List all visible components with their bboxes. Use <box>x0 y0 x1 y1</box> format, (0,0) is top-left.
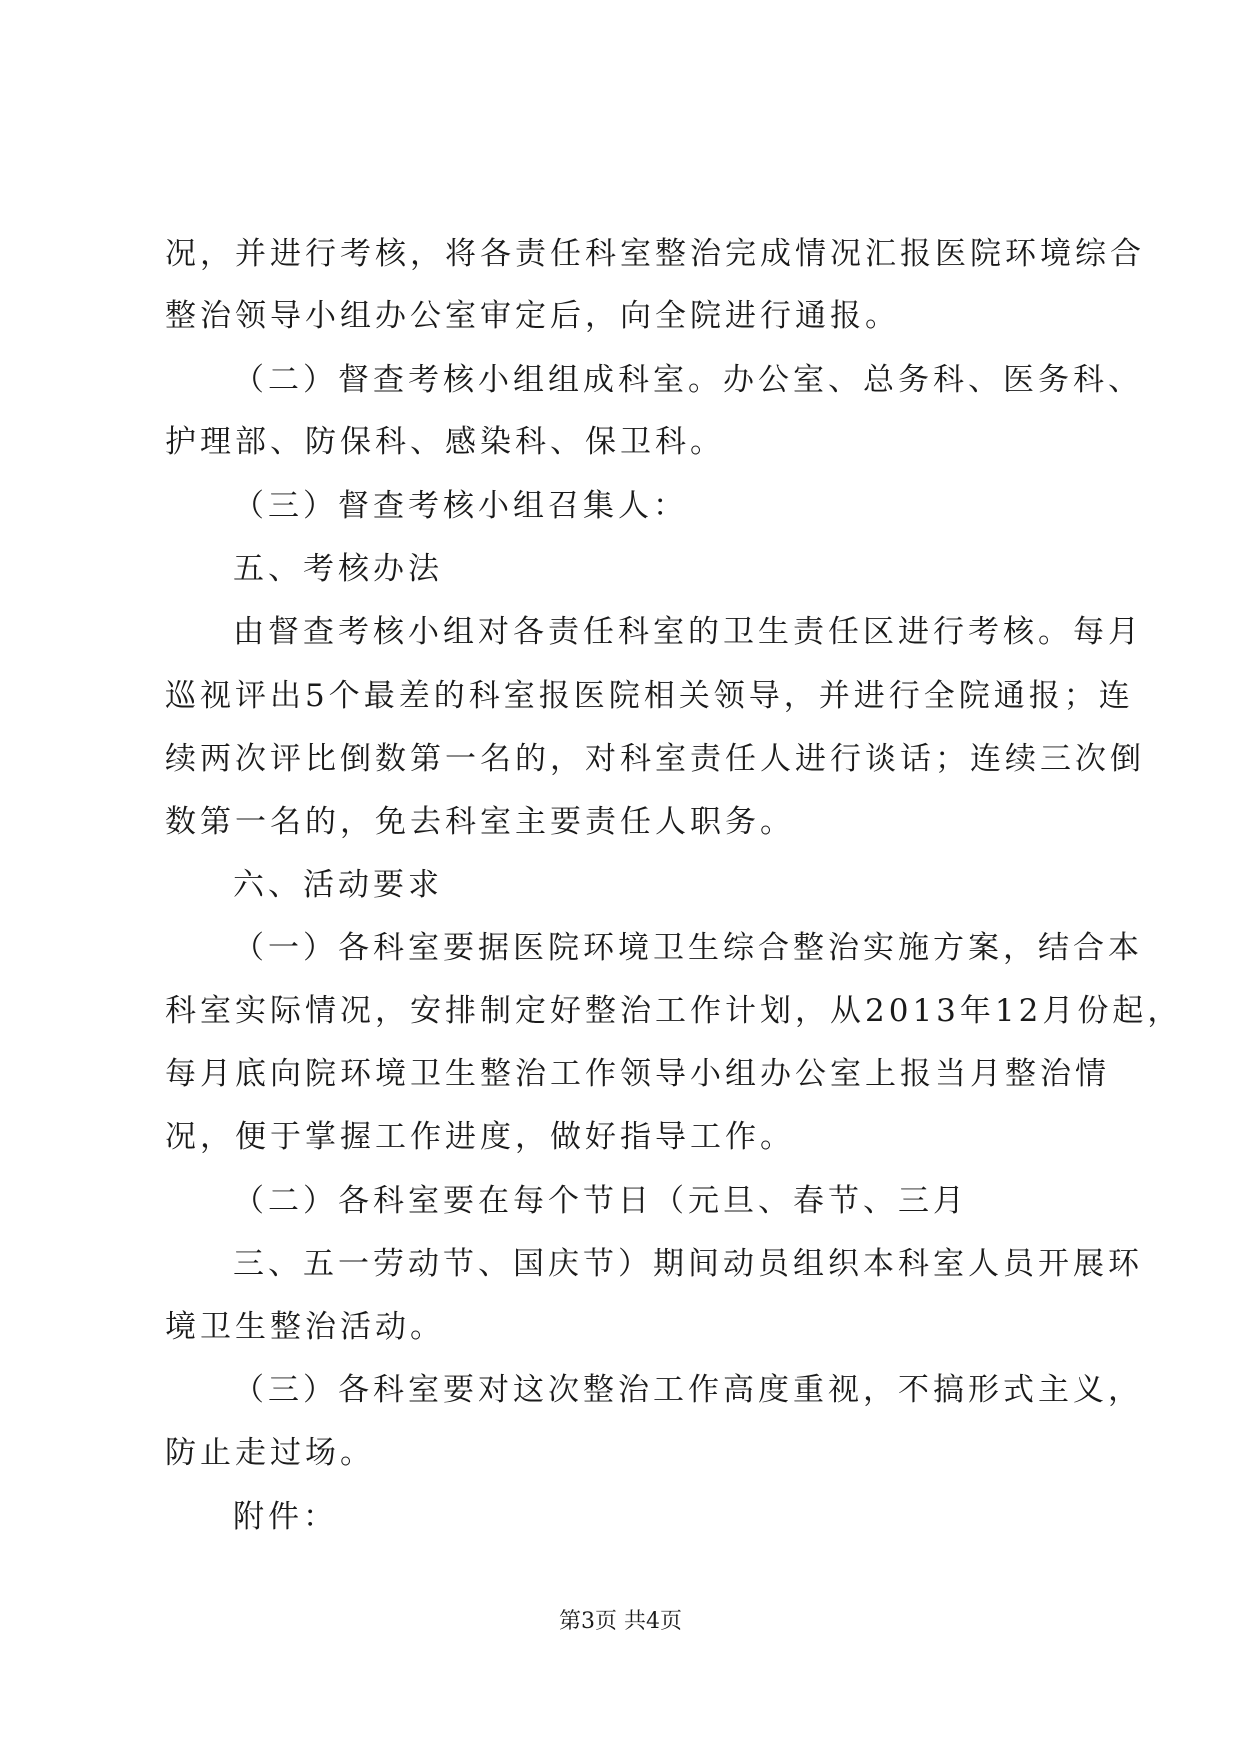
paragraph-line: 护理部、防保科、感染科、保卫科。 <box>165 424 725 460</box>
paragraph-line: 况，并进行考核，将各责任科室整治完成情况汇报医院环境综合 <box>165 236 1145 272</box>
paragraph-line: （三）督查考核小组召集人： <box>233 488 688 524</box>
paragraph-line: 续两次评比倒数第一名的，对科室责任人进行谈话；连续三次倒 <box>165 741 1145 777</box>
paragraph-line: 数第一名的，免去科室主要责任人职务。 <box>165 804 795 840</box>
paragraph-line: 巡视评出5个最差的科室报医院相关领导，并进行全院通报；连 <box>165 678 1134 714</box>
attachment-label: 附件： <box>233 1499 338 1535</box>
paragraph-line: （三）各科室要对这次整治工作高度重视，不搞形式主义， <box>233 1372 1143 1408</box>
paragraph-line: 境卫生整治活动。 <box>165 1309 445 1345</box>
paragraph-line: 防止走过场。 <box>165 1435 375 1471</box>
paragraph-line: 科室实际情况，安排制定好整治工作计划，从2013年12月份起， <box>165 993 1183 1029</box>
section-heading: 六、活动要求 <box>233 867 443 903</box>
paragraph-line: 整治领导小组办公室审定后，向全院进行通报。 <box>165 298 900 334</box>
paragraph-line: 三、五一劳动节、国庆节）期间动员组织本科室人员开展环 <box>233 1246 1143 1282</box>
page-footer: 第3页 共4页 <box>559 1609 682 1634</box>
paragraph-line: （二）督查考核小组组成科室。办公室、总务科、医务科、 <box>233 362 1143 398</box>
paragraph-line: （一）各科室要据医院环境卫生综合整治实施方案，结合本 <box>233 930 1143 966</box>
section-heading: 五、考核办法 <box>233 551 443 587</box>
paragraph-line: 况，便于掌握工作进度，做好指导工作。 <box>165 1119 795 1155</box>
paragraph-line: （二）各科室要在每个节日（元旦、春节、三月 <box>233 1183 968 1219</box>
paragraph-line: 由督查考核小组对各责任科室的卫生责任区进行考核。每月 <box>233 614 1143 650</box>
paragraph-line: 每月底向院环境卫生整治工作领导小组办公室上报当月整治情 <box>165 1056 1110 1092</box>
